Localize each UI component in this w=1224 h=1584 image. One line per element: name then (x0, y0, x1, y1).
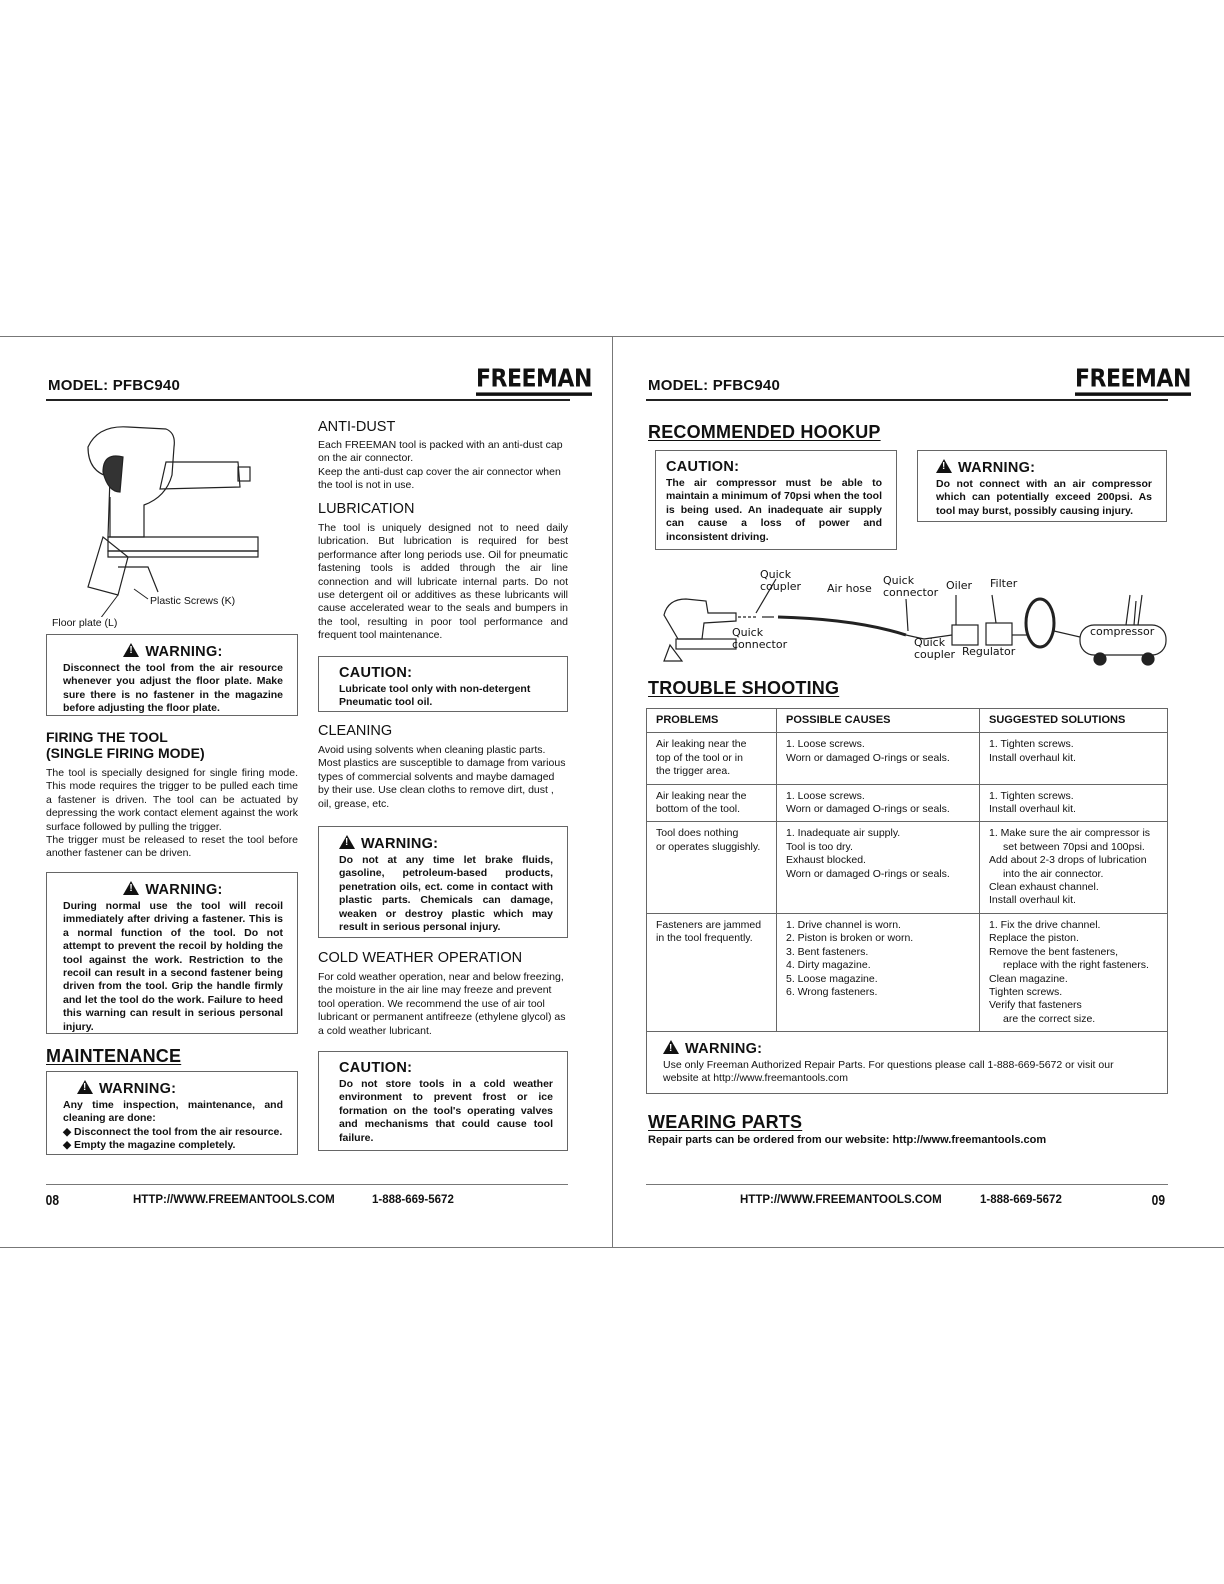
wearing-parts-title: WEARING PARTS (648, 1112, 803, 1132)
diagram-magazine (676, 639, 736, 649)
pointer-l (100, 595, 118, 617)
caution-text: Lubricate tool only with non-detergent Pneumatic tool oil. (339, 683, 531, 709)
cleaning-title: CLEANING (318, 723, 393, 739)
header-rule (46, 399, 570, 401)
nailer-grip (103, 456, 123, 492)
label-regulator: Regulator (962, 645, 1016, 658)
warning-text: Any time inspection, maintenance, and cleaning are done: (63, 1099, 283, 1125)
model-label: MODEL: PFBC940 (648, 377, 780, 394)
page-number: 09 (1151, 1192, 1166, 1209)
magazine (108, 537, 258, 551)
header-rule (646, 399, 1168, 401)
footer-phone: 1-888-669-5672 (372, 1194, 454, 1206)
label-quick-coupler-bottom: Quick coupler (914, 636, 956, 661)
manual-spread (0, 336, 1224, 1248)
caution-title: CAUTION: (666, 459, 740, 475)
causes-cell: 1. Drive channel is worn. 2. Piston is broken or worn. 3. Bent fasteners. 4. Dirty magazine. 5. Loose magazine. 6. Wrong fasteners. (777, 913, 980, 1031)
firing-subtitle: (SINGLE FIRING MODE) (46, 745, 205, 761)
diagram-nailer (664, 599, 736, 639)
warning-floor-plate (46, 634, 298, 716)
cold-weather-text: For cold weather operation, near and below freezing, the moisture in the air line may freeze and prevent tool operation. We recommend the use of air tool lubricant or permanent antifreeze (ethylene glycol) as a cold weather lubricant. (318, 971, 566, 1037)
label-quick-connector-top: Quick connector (883, 574, 939, 599)
causes-cell: 1. Inadequate air supply. Tool is too dry. Exhaust blocked. Worn or damaged O-rings or seals. (777, 822, 980, 913)
table-warning-row (647, 1032, 1168, 1094)
column-header: SUGGESTED SOLUTIONS (980, 709, 1168, 733)
pointer-k (134, 589, 148, 599)
cleaning-text: Avoid using solvents when cleaning plastic parts. Most plastics are susceptible to damage from various types of commercial solvents and maybe damaged by their use. Use clean cloths to remove dirt, dust , oil, grease, etc. (318, 744, 566, 810)
caution-title: CAUTION: (339, 665, 413, 681)
warning-text: During normal use the tool will recoil immediately after driving a fastener. This is a normal function of the tool. Do not attempt to prevent the recoil by holding the tool against the work. Restriction to the recoil can result in a second fastener being driven from the tool. Grip the handle firmly and let the tool do the work. Failure to heed this warning can result in serious personal injury. (63, 900, 283, 1033)
caution-title: CAUTION: (339, 1060, 413, 1076)
footer-url[interactable]: HTTP://WWW.FREEMANTOOLS.COM (133, 1194, 335, 1206)
label-oiler: Oiler (946, 579, 973, 592)
label-air-hose: Air hose (827, 582, 872, 595)
warning-maintenance (46, 1071, 298, 1155)
label-filter: Filter (990, 577, 1018, 590)
coiled-hose (1026, 599, 1054, 647)
column-header: POSSIBLE CAUSES (777, 709, 980, 733)
freeman-logo: FREEMAN (1075, 367, 1191, 396)
nailer-figure (48, 417, 278, 617)
troubleshooting-title: TROUBLE SHOOTING (648, 678, 840, 698)
filter-unit (986, 623, 1012, 645)
troubleshooting-table (646, 708, 1168, 1094)
page-number: 08 (45, 1192, 60, 1209)
warning-chemicals (318, 826, 568, 938)
warning-icon (663, 1040, 679, 1054)
label-compressor: compressor (1090, 625, 1155, 638)
caution-text: Do not store tools in a cold weather environment to prevent frost or ice formation on the tool's operating valves and mechanisms that could cause tool failure. (339, 1078, 553, 1144)
problem-cell: Air leaking near the top of the tool or in the trigger area. (647, 733, 777, 784)
bullet-empty-magazine: ◆ Empty the magazine completely. (63, 1139, 236, 1152)
air-hose-line (778, 617, 906, 635)
warning-recoil (46, 872, 298, 1034)
solutions-cell: 1. Fix the drive channel. Replace the piston. Remove the bent fasteners, replace with the right fasteners. Clean magazine. Tighten screws. Verify that fasteners are the correct size. (980, 913, 1168, 1031)
warning-icon (339, 835, 355, 849)
table-row (647, 733, 1168, 784)
page-divider (612, 337, 613, 1247)
warning-icon (123, 643, 139, 657)
problem-cell: Air leaking near the bottom of the tool. (647, 784, 777, 822)
antidust-title: ANTI-DUST (318, 419, 396, 435)
problem-cell: Fasteners are jammed in the tool frequently. (647, 913, 777, 1031)
caution-lubricate (318, 656, 568, 712)
firing-text: The tool is specially designed for single firing mode. This mode requires the trigger to be pulled each time a fastener is driven. The tool can be actuated by depressing the work contact element against the work surface followed by pulling the trigger. The trigger must be released to reset the tool before another fastener can be driven. (46, 767, 298, 860)
warning-title: !WARNING: (63, 1080, 283, 1097)
warning-text: Disconnect the tool from the air resource whenever you adjust the floor plate. Make sure there is no fastener in the magazine before adjusting the floor plate. (63, 662, 283, 715)
caution-cold-storage (318, 1051, 568, 1151)
model-label: MODEL: PFBC940 (48, 377, 180, 394)
warning-parts (647, 1032, 1168, 1094)
warning-text: Do not at any time let brake fluids, gasoline, petroleum-based products, penetration oils, ect. come in contact with plastic parts. Chemicals can damage, weaken or destroy plastic which may result in serious personal injury. (339, 854, 553, 934)
table-header-row (647, 709, 1168, 733)
label-quick-coupler-top: Quick coupler (760, 568, 802, 593)
warning-icon (123, 881, 139, 895)
antidust-text: Each FREEMAN tool is packed with an anti-dust cap on the air connector. Keep the anti-dust cap cover the air connector when the tool is not in use. (318, 439, 563, 492)
causes-cell: 1. Loose screws. Worn or damaged O-rings or seals. (777, 784, 980, 822)
bullet-disconnect: ◆ Disconnect the tool from the air resource. (63, 1125, 283, 1138)
column-header: PROBLEMS (647, 709, 777, 733)
warning-text: Do not connect with an air compressor which can potentially exceed 200psi. As tool may burst, possibly causing injury. (936, 478, 1152, 517)
table-row (647, 913, 1168, 1031)
oiler-unit (952, 625, 978, 645)
firing-title: FIRING THE TOOL (46, 729, 168, 745)
warning-title: !WARNING: (339, 835, 553, 852)
hookup-title: RECOMMENDED HOOKUP (648, 422, 881, 442)
maintenance-title: MAINTENANCE (46, 1046, 182, 1066)
footer-phone: 1-888-669-5672 (980, 1194, 1062, 1206)
caution-text: The air compressor must be able to maintain a minimum of 70psi when the tool is being used. An inadequate air supply can cause a loss of power and inconsistent driving. (666, 477, 882, 543)
causes-cell: 1. Loose screws. Worn or damaged O-rings or seals. (777, 733, 980, 784)
wearing-parts-text: Repair parts can be ordered from our website: http://www.freemantools.com (648, 1134, 1047, 1146)
solutions-cell: 1. Tighten screws. Install overhaul kit. (980, 733, 1168, 784)
table-row (647, 784, 1168, 822)
lubrication-text: The tool is uniquely designed not to need daily lubrication. But lubrication is required for best performance after long periods use. Oil for pneumatic fastening tools is added through the air line connection and will lubricate internal parts. Do not use detergent oil or additives as these lubricants will cause accelerated wear to the seals and bumpers in the tool, resulting in poor tool performance and frequent tool maintenance. (318, 522, 568, 642)
footer-url[interactable]: HTTP://WWW.FREEMANTOOLS.COM (740, 1194, 942, 1206)
warning-pressure (917, 450, 1167, 522)
solutions-cell: 1. Make sure the air compressor is set between 70psi and 100psi. Add about 2-3 drops of lubrication into the air connector. Clean exhaust channel. Install overhaul kit. (980, 822, 1168, 913)
warning-icon (77, 1080, 93, 1094)
cold-weather-title: COLD WEATHER OPERATION (318, 950, 523, 966)
warning-title: !WARNING: (936, 459, 1152, 476)
solutions-cell: 1. Tighten screws. Install overhaul kit. (980, 784, 1168, 822)
footer-rule (646, 1184, 1168, 1185)
label-floor-plate: Floor plate (L) (52, 617, 118, 629)
label-plastic-screws: Plastic Screws (K) (150, 595, 236, 607)
warning-icon (936, 459, 952, 473)
footer-rule (46, 1184, 568, 1185)
problem-cell: Tool does nothing or operates sluggishly. (647, 822, 777, 913)
freeman-logo: FREEMAN (476, 367, 592, 396)
warning-title: !WARNING: (63, 643, 283, 660)
caution-compressor (655, 450, 897, 550)
table-row (647, 822, 1168, 913)
warning-title: !WARNING: (63, 881, 283, 898)
warning-title: !WARNING: (663, 1040, 1151, 1056)
label-quick-connector-bottom: Quick connector (732, 626, 788, 651)
lubrication-title: LUBRICATION (318, 501, 415, 517)
warning-text: Use only Freeman Authorized Repair Parts. For questions please call 1-888-669-5672 or visit our website at http://www.freemantools.com (663, 1058, 1114, 1084)
